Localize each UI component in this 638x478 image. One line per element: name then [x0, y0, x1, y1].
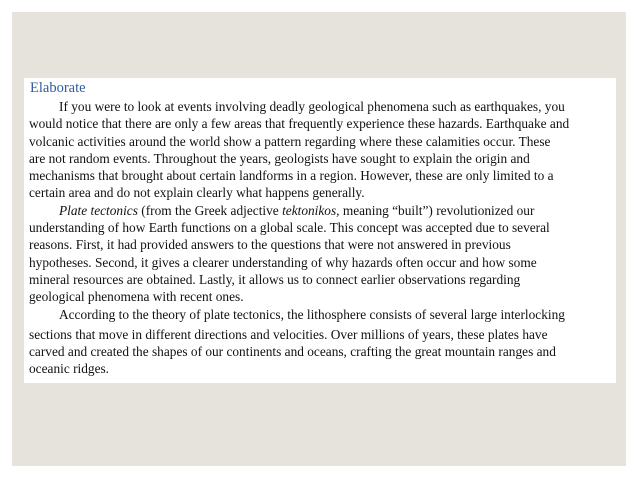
text-line: According to the theory of plate tectonics, the lithosphere consists of several large interlocking — [59, 306, 565, 322]
text-line: are not random events. Throughout the years, geologists have sought to explain the origin and — [29, 150, 530, 166]
text-span: (from the Greek adjective — [137, 202, 283, 218]
text-line: geological phenomena with recent ones. — [29, 289, 244, 305]
text-line — [29, 202, 615, 219]
text-line: would notice that there are only a few areas that frequently experience these hazards. Earthquake and — [29, 116, 570, 132]
text-line: carved and created the shapes of our continents and oceans, crafting the great mountain ranges and — [29, 344, 556, 360]
text-span: meaning “built”) revolutionized our — [339, 202, 535, 218]
text-line: certain area and do not explain clearly what happens generally. — [29, 185, 365, 201]
section-heading: Elaborate — [30, 80, 86, 96]
term-greek-word: tektonikos, — [282, 202, 340, 218]
paragraph-3 — [29, 306, 615, 378]
text-line: hypotheses. Second, it gives a clearer understanding of why hazards often occur and how some — [29, 254, 537, 270]
text-line: mechanisms that brought about certain landforms in a region. However, these are only limited to a — [29, 168, 554, 184]
text-line: reasons. First, it had provided answers to the questions that were not answered in previous — [29, 237, 511, 253]
text-line: mineral resources are obtained. Lastly, it allows us to connect earlier observations regarding — [29, 271, 521, 287]
paragraph-2 — [29, 202, 615, 306]
text-line: volcanic activities around the world show a pattern regarding where these calamities occur. These — [29, 133, 551, 149]
text-line: oceanic ridges. — [29, 361, 110, 377]
text-line: understanding of how Earth functions on a global scale. This concept was accepted due to several — [29, 220, 550, 236]
term-plate-tectonics: Plate tectonics — [59, 202, 138, 218]
text-line: If you were to look at events involving deadly geological phenomena such as earthquakes, you — [59, 99, 565, 114]
document-excerpt — [29, 79, 615, 378]
paragraph-1 — [29, 98, 615, 202]
text-line: sections that move in different directions and velocities. Over millions of years, these plates have — [29, 326, 548, 342]
